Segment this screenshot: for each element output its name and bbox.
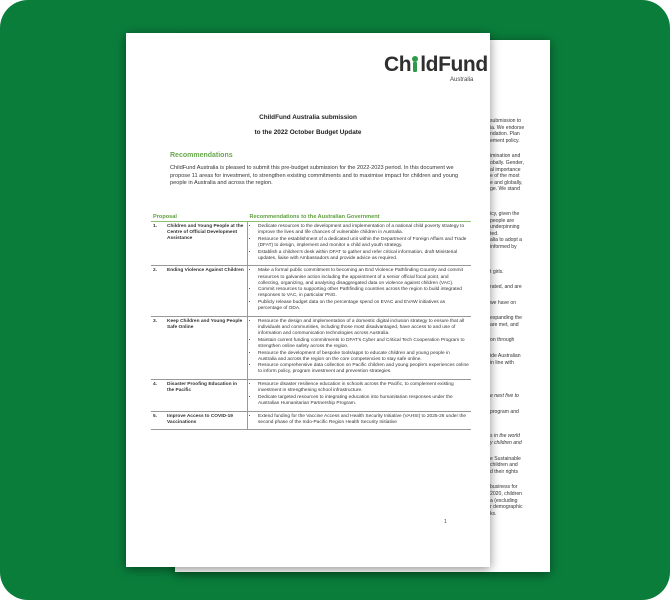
back-page-line: y children and: [490, 440, 522, 447]
back-page-line: people are: [490, 217, 515, 224]
back-page-line: ement policy.: [490, 137, 520, 144]
back-page-line: ks.: [490, 510, 497, 517]
recommendation-list: [250, 224, 469, 262]
table-row: [151, 411, 471, 430]
recommendation-item: • Resource comprehensive data collection on Pacific children and young people's experiences online to inform policy, program investment and prevention strategies.: [258, 363, 469, 375]
back-page-line: alia to adopt a: [490, 237, 523, 244]
table-row: [151, 380, 471, 412]
row-number: 4.: [151, 380, 165, 412]
back-page-line: [490, 275, 546, 284]
header-proposal: Proposal: [151, 213, 248, 222]
recommendation-item: • Commit resources to supporting other Pathfinding countries across the region to build integrated responses to VAC, in particular PNG.: [258, 287, 469, 299]
back-page-line: d their rights: [490, 468, 519, 475]
back-page-line: are met, and: [490, 321, 519, 328]
back-page-line: e of the most: [490, 173, 520, 180]
back-page-line: [490, 375, 546, 384]
back-page-line: rated, and are: [490, 284, 522, 291]
back-page-line: [490, 384, 546, 393]
back-page-line: [490, 366, 546, 375]
back-page-line: [490, 415, 546, 424]
childfund-logo: [384, 53, 488, 77]
row-number: 5.: [151, 411, 165, 430]
row-number: 3.: [151, 316, 165, 379]
recommendations-heading: Recommendations: [170, 152, 233, 159]
back-page-line: al importance: [490, 166, 521, 173]
back-page-line: a (excluding: [490, 497, 518, 504]
back-page-line: in line with: [490, 359, 514, 366]
back-page-line: [490, 193, 546, 202]
logo-subtitle: Australia: [450, 77, 474, 83]
header-recommendations: Recommendations to the Australian Government: [248, 213, 472, 222]
back-page-line: on through: [490, 337, 515, 344]
recommendation-list: [250, 319, 469, 376]
back-page-line: icy, given the: [490, 210, 520, 217]
back-page-line: [490, 328, 546, 337]
table-row: [151, 316, 471, 379]
table-row: [151, 266, 471, 316]
recommendations-cell: [248, 411, 472, 430]
back-page-line: s in the world: [490, 433, 521, 440]
back-page-line: [490, 202, 546, 211]
back-page-line: business for: [490, 484, 518, 491]
recommendation-item: • Resource the design and implementation of a domestic digital inclusion strategy to ensure that all individuals and communities, including those most disadvantaged, have access to and use of information and communication technologies across Australia.: [258, 319, 469, 337]
back-page-line: [490, 344, 546, 353]
recommendation-item: • Resource the development of bespoke tools/apps to educate children and young people in Australia and across the region on the core competencies to stay safe online.: [258, 351, 469, 363]
proposal-cell: Ending Violence Against Children: [165, 266, 248, 316]
document-title-line2: to the 2022 October Budget Update: [254, 129, 362, 136]
recommendation-list: [250, 382, 469, 407]
intro-paragraph: ChildFund Australia is pleased to submit this pre-budget submission for the 2022-2023 period. In this document we propose 11 areas for investment, to strengthen existing commitments and to maximise impact for children and young people in Australia and across the region.: [170, 165, 459, 186]
recommendation-item: • Dedicate targeted resources to integrating education into humanitarian responses under the Australian Humanitarian Partnership Program.: [258, 395, 469, 407]
logo-person-icon: [411, 56, 420, 72]
back-page-line: ndation. Plan: [490, 131, 520, 138]
back-page-line: e Sustainable: [490, 455, 521, 462]
back-page-line: e and globally,: [490, 179, 523, 186]
back-page-line: submission to: [490, 118, 522, 124]
recommendation-item: • Make a formal public commitment to becoming an End Violence Pathfinding Country and commit resources to galvanise action including the appointment of a senior official focal point, and collecting, organizing, and analysing disaggregated data on violence against children (VAC).: [258, 268, 469, 286]
back-page-line: ia. We endorse: [490, 124, 525, 131]
back-page-line: expanding the: [490, 315, 523, 322]
recommendations-cell: [248, 266, 472, 316]
back-page-line: ted.: [490, 230, 499, 237]
recommendation-list: [250, 414, 469, 426]
back-page-line: [490, 260, 546, 269]
back-page-text-column: [490, 118, 546, 517]
back-page-line: [490, 144, 546, 153]
proposal-cell: Children and Young People at the Centre of Official Development Assistance: [165, 222, 248, 266]
back-page-line: 2020, children: [490, 491, 523, 497]
back-page-line: [490, 251, 546, 260]
back-page-line: ide Australian: [490, 353, 521, 360]
logo-text-part2: ldFund: [420, 53, 488, 76]
page-number: 1: [444, 519, 447, 525]
back-page-line: [490, 447, 546, 456]
recommendations-cell: [248, 316, 472, 379]
back-page-line: informed by: [490, 243, 517, 250]
proposal-cell: Keep Children and Young People Safe Online: [165, 316, 248, 379]
recommendation-item: • Establish a children's desk within DFAT to gather and refer critical information, draft Ministerial updates, liaise with Ambassadors and provide advice as required.: [258, 250, 469, 262]
back-page-line: r demographic: [490, 504, 523, 511]
back-page-line: program and: [490, 408, 519, 415]
back-page-line: [490, 424, 546, 433]
recommendation-item: • Dedicate resources to the development and implementation of a national child poverty strategy to improve the lives and life chances of vulnerable children in Australia.: [258, 224, 469, 236]
recommendation-item: • Resource the establishment of a dedicated unit within the Department of Foreign Affairs and Trade (DFAT) to design, implement and monitor a child and youth strategy.: [258, 237, 469, 249]
recommendation-item: • Publicly release budget data on the percentage spend on EVAC and EVAW initiatives as percentage of ODA.: [258, 300, 469, 312]
recommendations-cell: [248, 380, 472, 412]
recommendation-item: • Resource disaster resilience education in schools across the Pacific, to complement existing investment in strengthening school infrastructure.: [258, 382, 469, 394]
back-page-line: imination and: [490, 153, 521, 160]
back-page-line: we have on: [490, 299, 517, 306]
back-page-line: [490, 306, 546, 315]
back-page-line: t girls.: [490, 268, 504, 275]
back-page-line: children and: [490, 462, 518, 469]
recommendations-cell: [248, 222, 472, 266]
recommendations-table: [151, 213, 471, 430]
back-page-line: [490, 400, 546, 409]
back-page-line: [490, 475, 546, 484]
recommendation-item: • Maintain current funding commitments to DFAT's Cyber and Critical Tech Cooperation Program to strengthen online safety across the region.: [258, 338, 469, 350]
back-page-line: obally. Gender,: [490, 159, 524, 166]
back-page-line: e next five to: [490, 393, 519, 400]
row-number: 2.: [151, 266, 165, 316]
proposal-cell: Improve Access to COVID-19 Vaccinations: [165, 411, 248, 430]
back-page-line: ge. We stand: [490, 186, 520, 193]
document-title-line1: ChildFund Australia submission: [259, 114, 357, 121]
row-number: 1.: [151, 222, 165, 266]
logo-text-part1: Ch: [384, 53, 412, 76]
table-header-row: [151, 213, 471, 222]
recommendation-list: [250, 268, 469, 312]
recommendation-item: • Extend funding for the Vaccine Access and Health Security Initiative (VAHSI) to 2025-26 under the second phase of the Indo-Pacific Region Health Security Initiative: [258, 414, 469, 426]
proposal-cell: Disaster Proofing Education in the Pacific: [165, 380, 248, 412]
table-body: [151, 222, 471, 430]
back-page-line: [490, 291, 546, 300]
table-row: [151, 222, 471, 266]
back-page-line: underpinning: [490, 224, 520, 231]
front-document-page: [126, 33, 490, 567]
